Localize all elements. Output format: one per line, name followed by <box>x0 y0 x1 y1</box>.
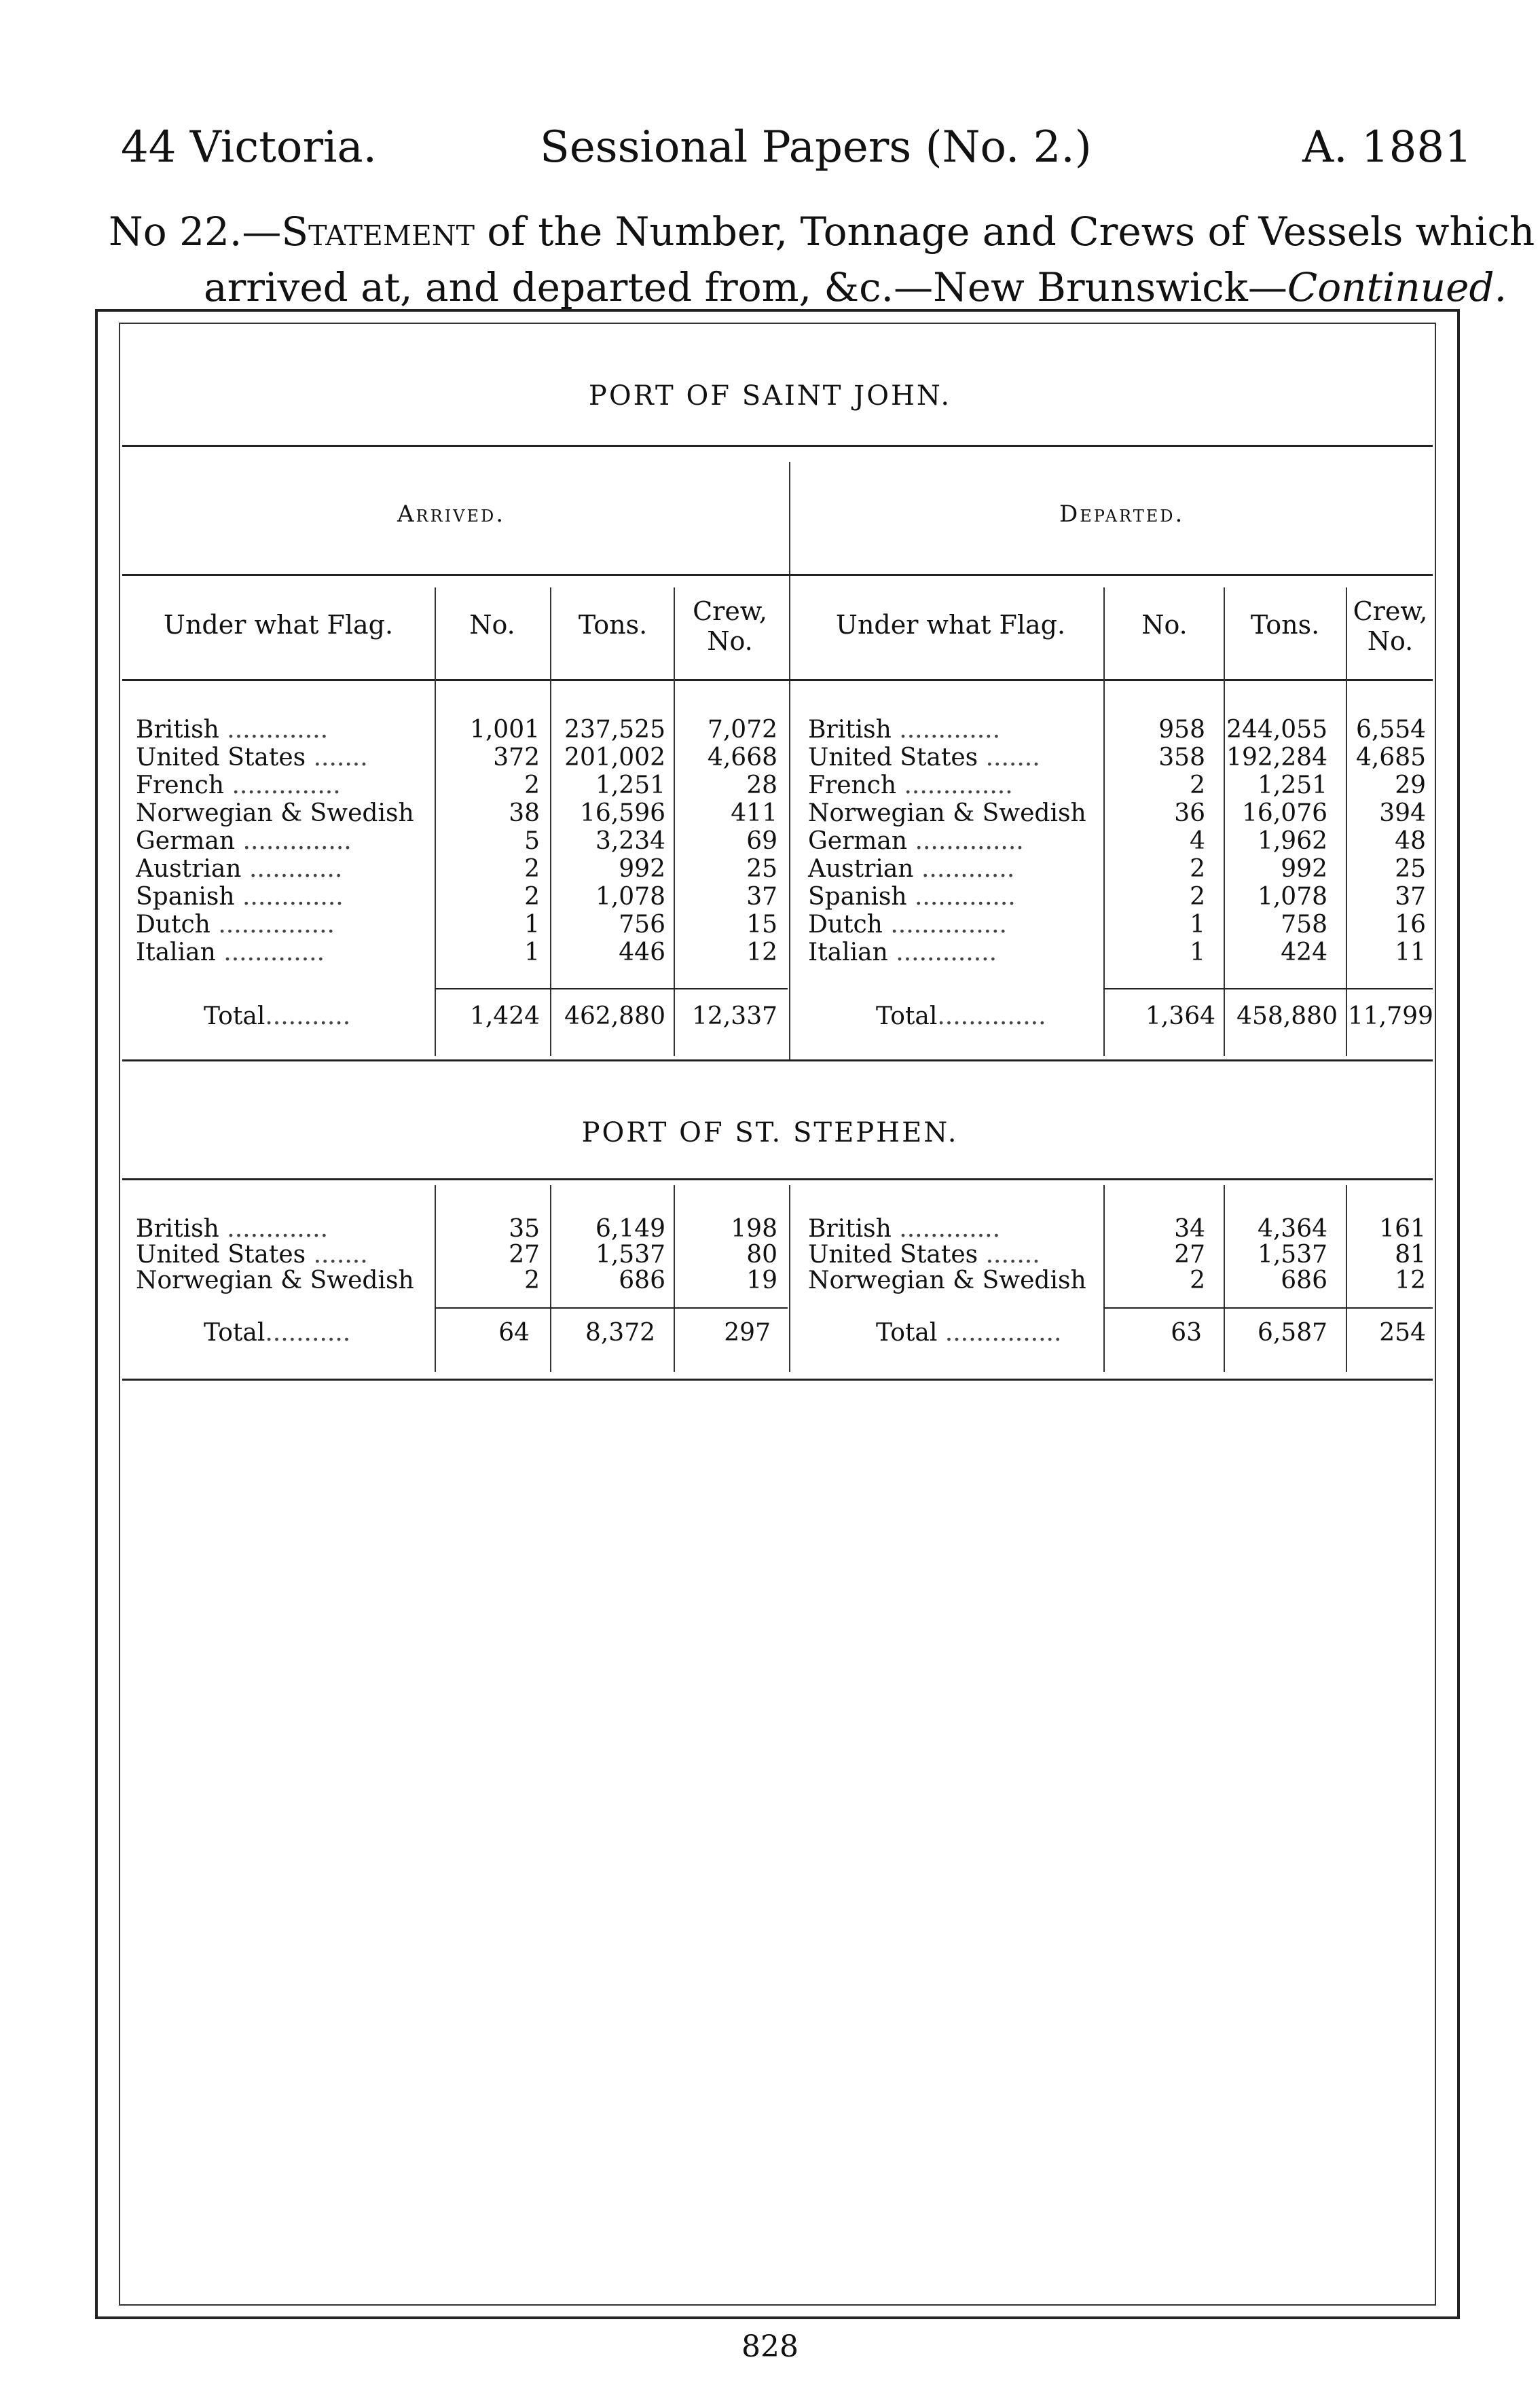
flag-label: United States <box>808 1241 978 1269</box>
running-head <box>0 122 1540 177</box>
tons-value-arrived: 201,002 <box>564 744 665 771</box>
crew-value-arrived: 411 <box>731 799 777 827</box>
tons-value-departed: 192,284 <box>1226 744 1327 771</box>
dot-leader: ............. <box>234 883 344 911</box>
divider-tons-crew-arrived <box>674 587 675 1056</box>
rule-below-column-headers <box>122 679 1433 681</box>
tons-value-arrived: 756 <box>619 911 665 939</box>
total-tons-arrived-st-stephen: 8,372 <box>585 1319 655 1347</box>
tons-value-arrived: 1,078 <box>595 883 665 911</box>
dot-leader: ....... <box>978 744 1040 771</box>
total-label-departed-st-stephen: Total ............... <box>876 1319 1062 1347</box>
tons-value-departed: 1,962 <box>1257 827 1327 855</box>
total-no-arrived-saint-john: 1,424 <box>469 1002 540 1030</box>
flag-name-departed <box>808 716 1100 744</box>
no-value-arrived: 5 <box>524 827 540 855</box>
section-label-arrived: Arrived. <box>397 501 506 528</box>
table-heading-line1 <box>109 204 1535 259</box>
running-head-year: A. 1881 <box>1302 122 1472 172</box>
crew-value-arrived: 28 <box>746 771 777 799</box>
flag-name-arrived <box>136 856 435 883</box>
dot-leader: .............. <box>224 771 341 799</box>
tons-value-arrived: 686 <box>619 1267 665 1294</box>
tons-value-arrived: 3,234 <box>595 827 665 855</box>
total-no-departed-st-stephen: 63 <box>1171 1319 1202 1347</box>
flag-name-arrived <box>136 772 435 799</box>
flag-label: Dutch <box>808 911 883 939</box>
column-header-no-arrived: No. <box>469 610 515 640</box>
flag-label: German <box>136 827 236 855</box>
no-value-arrived: 2 <box>524 855 540 883</box>
flag-name-departed <box>808 828 1100 855</box>
dot-leader: ............. <box>215 939 325 966</box>
flag-name-arrived <box>136 800 435 827</box>
no-value-departed: 34 <box>1174 1215 1205 1243</box>
no-value-departed: 2 <box>1190 855 1205 883</box>
tons-value-departed: 758 <box>1281 911 1327 939</box>
crew-value-departed: 16 <box>1395 911 1426 939</box>
page-number: 828 <box>741 2329 799 2364</box>
flag-name-arrived <box>136 939 435 966</box>
crew-value-departed: 29 <box>1395 771 1426 799</box>
center-divider-saint-john <box>789 462 790 1059</box>
no-value-arrived: 2 <box>524 883 540 911</box>
table-heading-line2 <box>109 259 1507 315</box>
flag-label: United States <box>136 744 306 771</box>
flag-name-arrived <box>136 1267 435 1294</box>
dot-leader: ............ <box>913 855 1015 883</box>
divider-flag-no-arrived-st-stephen <box>435 1185 436 1372</box>
column-header-no-departed: No. <box>1141 610 1188 640</box>
center-divider-st-stephen <box>789 1185 790 1372</box>
flag-label: British <box>808 716 892 744</box>
running-head-session: 44 Victoria. <box>121 122 377 172</box>
tons-value-departed: 16,076 <box>1242 799 1327 827</box>
total-no-arrived-st-stephen: 64 <box>498 1319 530 1347</box>
heading-line2-text: arrived at, and departed from, &c.—New Brunswick— <box>204 264 1287 310</box>
divider-no-tons-arrived-st-stephen <box>550 1185 551 1372</box>
flag-name-arrived <box>136 1241 435 1269</box>
flag-name-arrived <box>136 884 435 911</box>
tons-value-arrived: 1,537 <box>595 1241 665 1269</box>
flag-label: United States <box>808 744 978 771</box>
no-value-departed: 27 <box>1174 1241 1205 1269</box>
flag-label: Norwegian & Swedish <box>808 799 1086 827</box>
tons-value-departed: 244,055 <box>1226 716 1327 744</box>
flag-label: Spanish <box>808 883 907 911</box>
flag-label: Italian <box>136 939 216 966</box>
heading-rest-line1: of the Number, Tonnage and Crews of Vessels which <box>474 208 1535 255</box>
tons-value-departed: 4,364 <box>1257 1215 1327 1243</box>
column-header-flag-arrived: Under what Flag. <box>163 610 394 640</box>
table-number: No 22.— <box>109 208 282 255</box>
divider-tons-crew-departed-st-stephen <box>1346 1185 1347 1372</box>
tons-value-departed: 992 <box>1281 855 1327 883</box>
divider-tons-crew-departed <box>1346 587 1347 1056</box>
crew-value-arrived: 69 <box>746 827 777 855</box>
total-crew-arrived-saint-john: 12,337 <box>692 1002 777 1030</box>
no-value-departed: 2 <box>1190 1267 1205 1294</box>
dot-leader: ....... <box>306 1241 368 1269</box>
total-no-departed-saint-john: 1,364 <box>1145 1002 1215 1030</box>
crew-value-departed: 161 <box>1379 1215 1426 1243</box>
flag-label: British <box>808 1215 892 1243</box>
crew-value-arrived: 19 <box>746 1267 777 1294</box>
crew-value-departed: 12 <box>1395 1267 1426 1294</box>
no-value-arrived: 35 <box>509 1215 540 1243</box>
flag-name-departed <box>808 1267 1100 1294</box>
no-value-arrived: 2 <box>524 771 540 799</box>
crew-value-departed: 11 <box>1395 939 1426 966</box>
rule-above-total-arrived <box>435 988 788 989</box>
flag-name-departed <box>808 1241 1100 1269</box>
flag-label: Dutch <box>136 911 210 939</box>
no-value-departed: 958 <box>1158 716 1205 744</box>
flag-name-departed <box>808 744 1100 771</box>
rule-end-st-stephen <box>122 1379 1433 1381</box>
tons-value-departed: 1,078 <box>1257 883 1327 911</box>
crew-value-arrived: 80 <box>746 1241 777 1269</box>
flag-name-arrived <box>136 911 435 939</box>
no-value-arrived: 372 <box>493 744 540 771</box>
dot-leader: ............. <box>891 1215 1001 1243</box>
flag-name-arrived <box>136 1216 435 1243</box>
tons-value-departed: 1,251 <box>1257 771 1327 799</box>
flag-label: French <box>808 771 897 799</box>
tons-value-arrived: 1,251 <box>595 771 665 799</box>
divider-no-tons-departed-st-stephen <box>1224 1185 1225 1372</box>
no-value-departed: 358 <box>1158 744 1205 771</box>
divider-flag-no-arrived <box>435 587 436 1056</box>
column-header-crew-arrived <box>676 596 784 656</box>
dot-leader: ............... <box>210 911 335 939</box>
no-value-arrived: 27 <box>509 1241 540 1269</box>
flag-name-departed <box>808 800 1100 827</box>
dot-leader: ............. <box>906 883 1016 911</box>
rule-above-total-arrived-st-stephen <box>435 1307 788 1309</box>
flag-label: Austrian <box>808 855 914 883</box>
flag-label: German <box>808 827 908 855</box>
heading-keyword: Statement <box>281 208 475 255</box>
flag-label: Austrian <box>136 855 242 883</box>
no-value-departed: 2 <box>1190 883 1205 911</box>
heading-continued: Continued. <box>1287 264 1507 310</box>
rule-end-saint-john <box>122 1059 1433 1061</box>
flag-label: United States <box>136 1241 306 1269</box>
no-value-departed: 2 <box>1190 771 1205 799</box>
port-title-saint-john: PORT OF SAINT JOHN. <box>588 380 952 412</box>
flag-label: Spanish <box>136 883 235 911</box>
dot-leader: .............. <box>235 827 352 855</box>
dot-leader: ....... <box>306 744 368 771</box>
flag-name-arrived <box>136 744 435 771</box>
dot-leader: ............... <box>882 911 1007 939</box>
total-crew-departed-saint-john: 11,799 <box>1348 1002 1433 1030</box>
port-title-st-stephen: PORT OF ST. STEPHEN. <box>581 1117 959 1148</box>
crew-value-departed: 37 <box>1395 883 1426 911</box>
no-value-departed: 36 <box>1174 799 1205 827</box>
flag-label: British <box>136 1215 219 1243</box>
total-crew-arrived-st-stephen: 297 <box>724 1319 771 1347</box>
crew-value-arrived: 37 <box>746 883 777 911</box>
flag-name-departed <box>808 911 1100 939</box>
section-label-departed: Departed. <box>1059 501 1185 528</box>
column-header-tons-arrived: Tons. <box>578 610 648 640</box>
tons-value-arrived: 6,149 <box>595 1215 665 1243</box>
no-value-departed: 1 <box>1190 939 1205 966</box>
column-header-flag-departed: Under what Flag. <box>835 610 1066 640</box>
total-crew-departed-st-stephen: 254 <box>1379 1319 1426 1347</box>
flag-name-arrived <box>136 828 435 855</box>
flag-label: British <box>136 716 219 744</box>
flag-label: French <box>136 771 225 799</box>
total-tons-arrived-saint-john: 462,880 <box>564 1002 665 1030</box>
rule-above-column-headers <box>122 574 1433 576</box>
tons-value-departed: 1,537 <box>1257 1241 1327 1269</box>
rule-above-total-departed <box>1103 988 1433 989</box>
rule-below-st-stephen-title <box>122 1178 1433 1180</box>
divider-flag-no-departed-st-stephen <box>1103 1185 1105 1372</box>
flag-label: Norwegian & Swedish <box>136 1267 414 1294</box>
crew-value-departed: 48 <box>1395 827 1426 855</box>
dot-leader: ............. <box>887 939 997 966</box>
dot-leader: .............. <box>907 827 1024 855</box>
flag-name-departed <box>808 856 1100 883</box>
divider-no-tons-arrived <box>550 587 551 1056</box>
no-value-arrived: 1,001 <box>469 716 540 744</box>
divider-tons-crew-arrived-st-stephen <box>674 1185 675 1372</box>
flag-name-departed <box>808 939 1100 966</box>
total-label-arrived-saint-john: Total........... <box>204 1002 351 1030</box>
no-value-arrived: 1 <box>524 939 540 966</box>
total-tons-departed-saint-john: 458,880 <box>1236 1002 1338 1030</box>
no-value-departed: 1 <box>1190 911 1205 939</box>
flag-name-departed <box>808 772 1100 799</box>
total-tons-departed-st-stephen: 6,587 <box>1257 1319 1327 1347</box>
crew-value-arrived: 198 <box>731 1215 777 1243</box>
column-header-crew-line2: No. <box>1367 626 1414 656</box>
divider-no-tons-departed <box>1224 587 1225 1056</box>
crew-value-arrived: 4,668 <box>707 744 777 771</box>
crew-value-arrived: 25 <box>746 855 777 883</box>
flag-name-departed <box>808 1216 1100 1243</box>
total-label-departed-saint-john: Total.............. <box>876 1002 1046 1030</box>
no-value-arrived: 2 <box>524 1267 540 1294</box>
tons-value-arrived: 237,525 <box>564 716 665 744</box>
tons-value-arrived: 16,596 <box>580 799 665 827</box>
flag-label: Italian <box>808 939 888 966</box>
crew-value-departed: 81 <box>1395 1241 1426 1269</box>
no-value-departed: 4 <box>1190 827 1205 855</box>
flag-label: Norwegian & Swedish <box>136 799 414 827</box>
crew-value-departed: 394 <box>1379 799 1426 827</box>
column-header-crew-departed <box>1348 596 1433 656</box>
dot-leader: ....... <box>978 1241 1040 1269</box>
no-value-arrived: 38 <box>509 799 540 827</box>
running-head-papers: Sessional Papers (No. 2.) <box>540 122 1092 172</box>
flag-label: Norwegian & Swedish <box>808 1267 1086 1294</box>
dot-leader: ............. <box>219 1215 329 1243</box>
tons-value-departed: 424 <box>1281 939 1327 966</box>
column-header-tons-departed: Tons. <box>1250 610 1320 640</box>
table-heading <box>109 204 1535 315</box>
column-header-crew-line1: Crew, <box>1353 596 1428 626</box>
tons-value-arrived: 446 <box>619 939 665 966</box>
dot-leader: ............. <box>219 716 329 744</box>
crew-value-arrived: 12 <box>746 939 777 966</box>
crew-value-departed: 6,554 <box>1355 716 1426 744</box>
dot-leader: ............. <box>891 716 1001 744</box>
crew-value-arrived: 15 <box>746 911 777 939</box>
dot-leader: ............ <box>241 855 343 883</box>
tons-value-arrived: 992 <box>619 855 665 883</box>
crew-value-arrived: 7,072 <box>707 716 777 744</box>
dot-leader: .............. <box>896 771 1013 799</box>
rule-below-port-title <box>122 445 1433 447</box>
crew-value-departed: 25 <box>1395 855 1426 883</box>
crew-value-departed: 4,685 <box>1355 744 1426 771</box>
flag-name-arrived <box>136 716 435 744</box>
column-header-crew-line2: No. <box>707 626 753 656</box>
tons-value-departed: 686 <box>1281 1267 1327 1294</box>
divider-flag-no-departed <box>1103 587 1105 1056</box>
no-value-arrived: 1 <box>524 911 540 939</box>
flag-name-departed <box>808 884 1100 911</box>
column-header-crew-line1: Crew, <box>693 596 767 626</box>
rule-above-total-departed-st-stephen <box>1103 1307 1433 1309</box>
total-label-arrived-st-stephen: Total........... <box>204 1319 351 1347</box>
